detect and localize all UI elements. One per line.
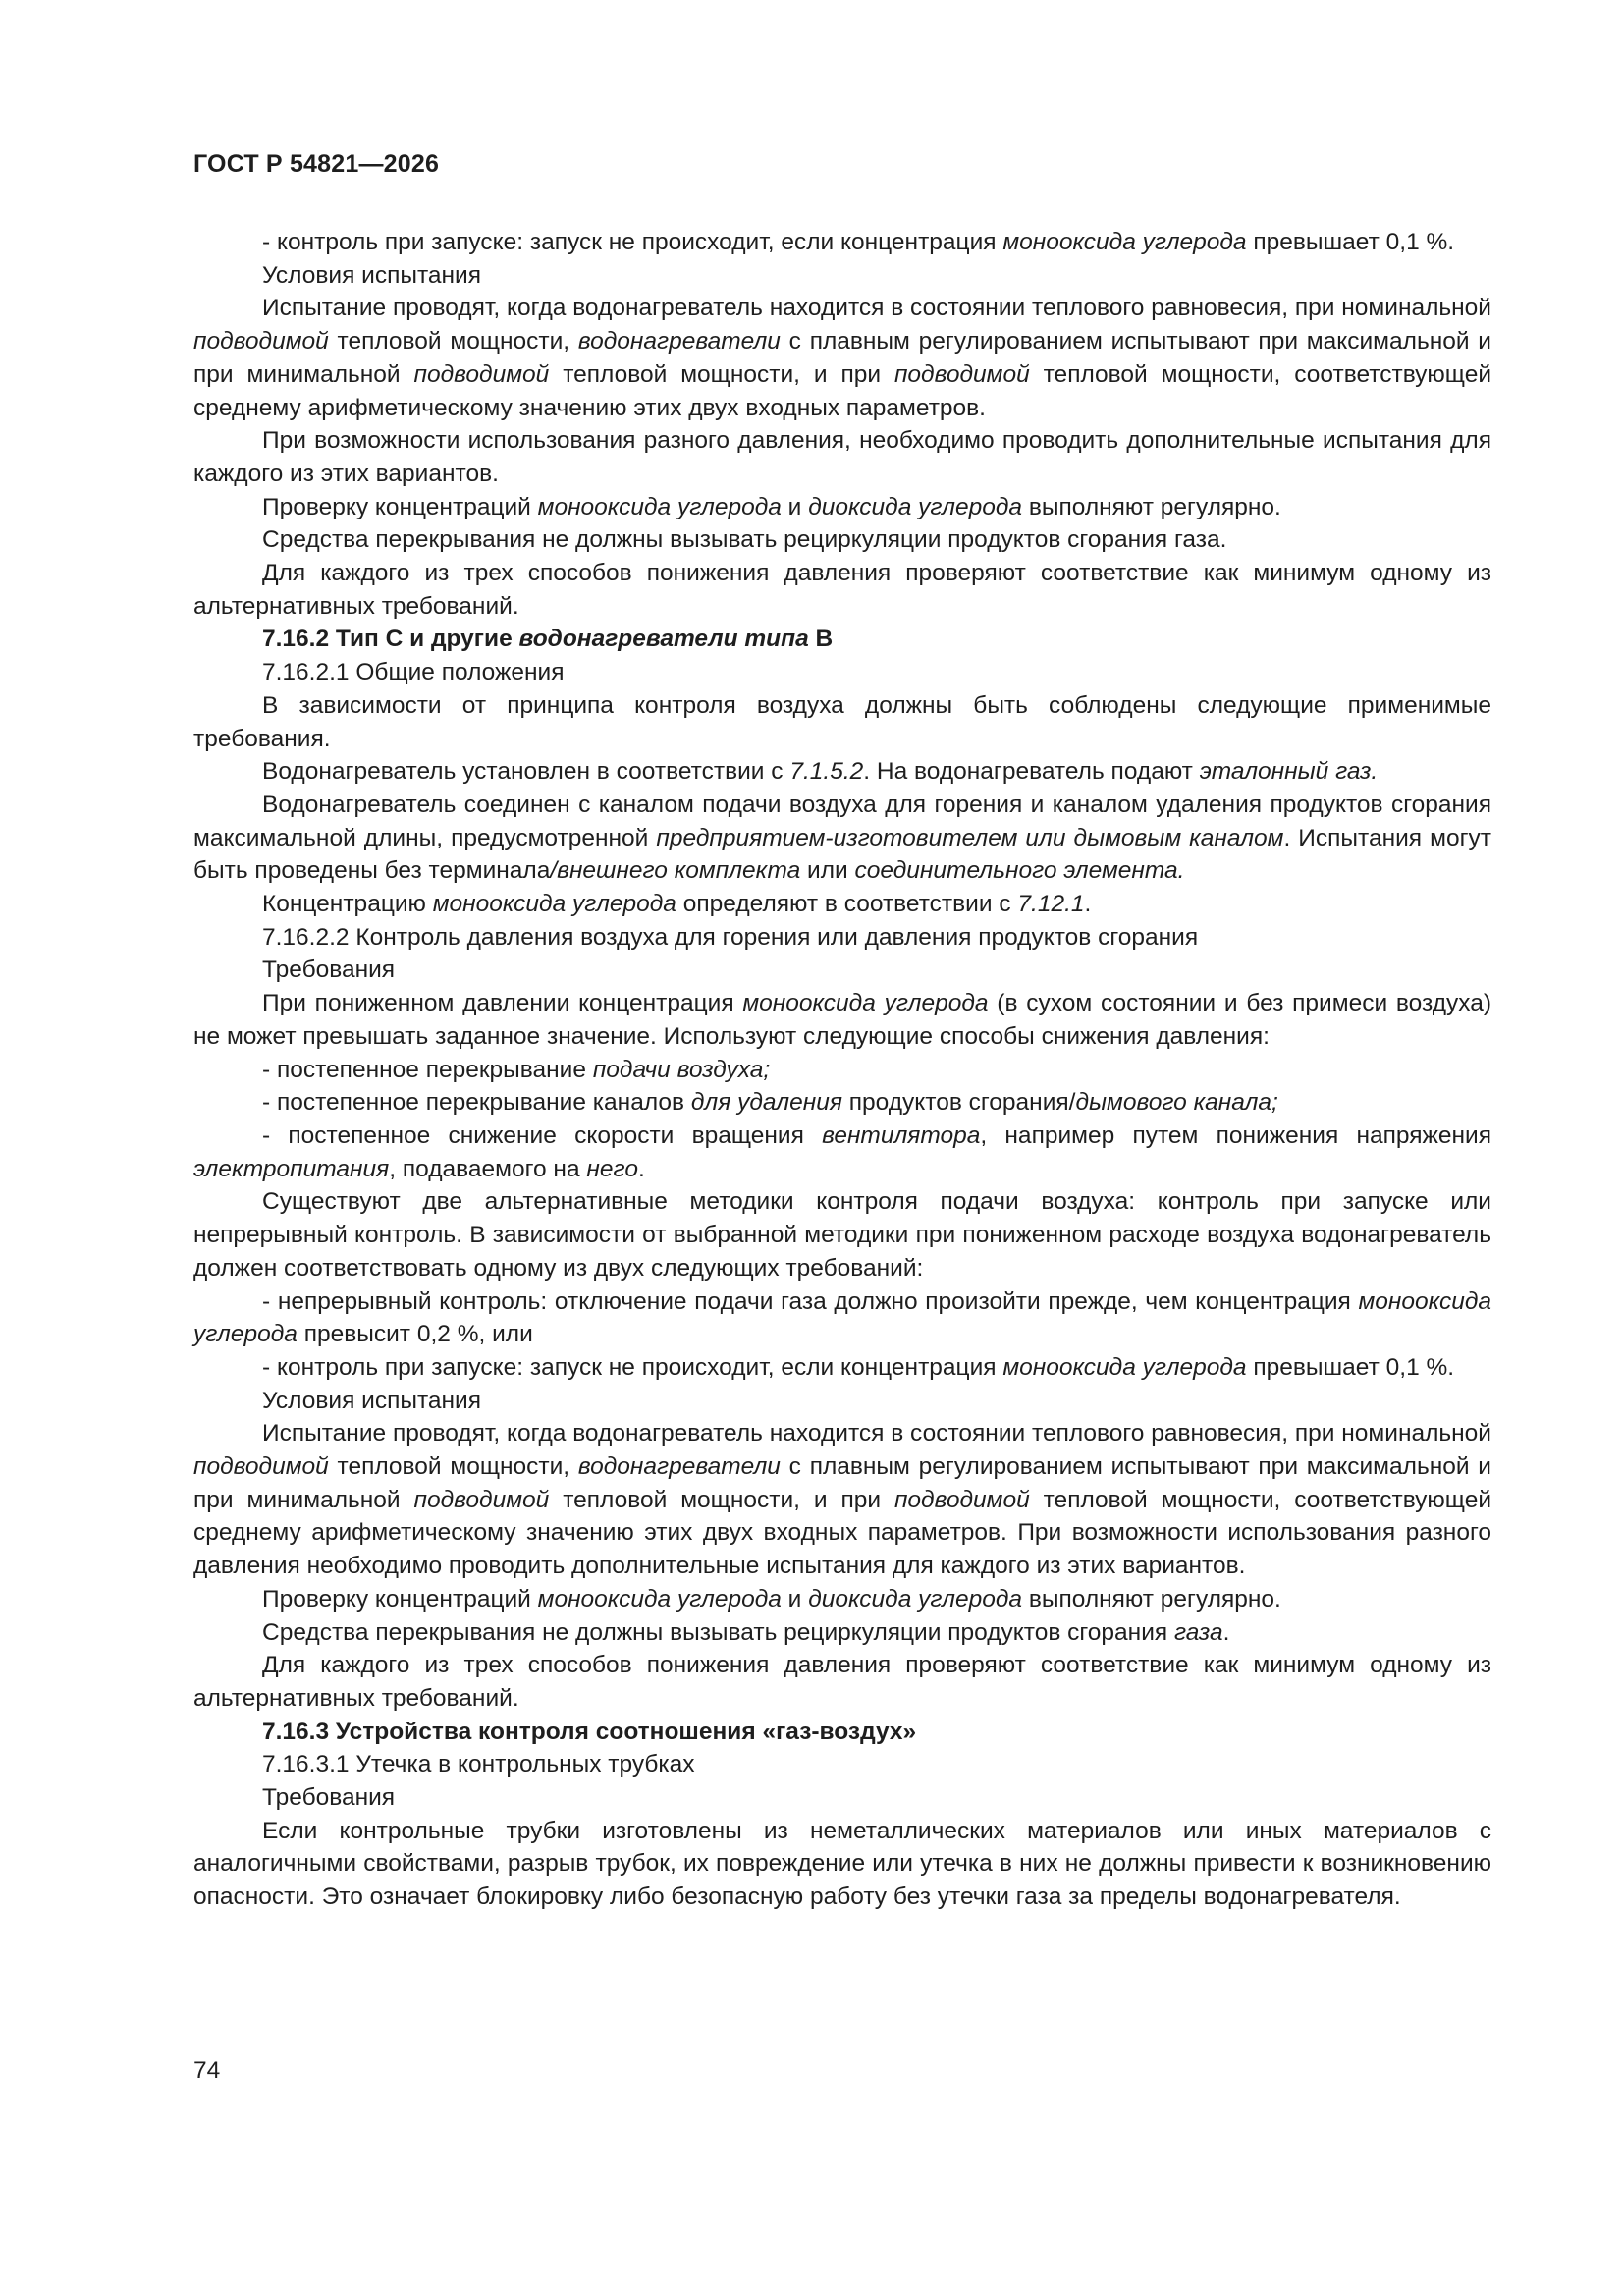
- text-run: (в сухом состоянии и без примеси воздуха) не может превышать заданное значение. Используют следующие способы снижения давления:: [193, 990, 1492, 1050]
- paragraph: [193, 888, 1491, 921]
- text-run: 7.16.3 Устройства контроля соотношения «газ-воздух»: [262, 1718, 917, 1745]
- italic-term: предприятием-изготовителем или дымовым каналом: [656, 824, 1284, 851]
- text-run: Проверку концентраций: [262, 493, 538, 520]
- italic-term: для удаления: [690, 1089, 842, 1117]
- text-run: Концентрацию: [262, 891, 433, 918]
- text-run: В зависимости от принципа контроля воздуха должны быть соблюдены следующие применимые требования.: [193, 691, 1491, 752]
- italic-term: газа: [1173, 1618, 1223, 1646]
- italic-term: диоксида углерода: [808, 493, 1023, 520]
- text-run: 7.16.2.1 Общие положения: [262, 659, 565, 686]
- text-run: 7.16.3.1 Утечка в контрольных трубках: [262, 1751, 695, 1778]
- text-run: Водонагреватель установлен в соответствии с: [262, 758, 790, 786]
- paragraph: [193, 1815, 1491, 1914]
- section-heading: [193, 1716, 1491, 1749]
- paragraph: [193, 954, 1491, 987]
- text-run: Для каждого из трех способов понижения давления проверяют соответствие как минимум одному из альтернативных требований.: [193, 560, 1491, 620]
- text-run: выполняют регулярно.: [1022, 1585, 1281, 1613]
- italic-term: подводимой: [413, 360, 550, 388]
- text-run: - постепенное перекрывание: [262, 1056, 593, 1083]
- text-run: превысит 0,2 %, или: [297, 1321, 533, 1348]
- italic-term: дымового канала;: [1075, 1089, 1278, 1117]
- text-run: Условия испытания: [262, 261, 482, 289]
- paragraph: [193, 226, 1491, 259]
- text-run: тепловой мощности,: [328, 328, 578, 355]
- text-run: - непрерывный контроль: отключение подачи газа должно произойти прежде, чем концентрация: [262, 1287, 1359, 1315]
- paragraph: [193, 523, 1491, 557]
- text-run: тепловой мощности, соответствующей среднему арифметическому значению этих двух входных параметров.: [193, 360, 1492, 421]
- paragraph: [193, 921, 1491, 955]
- italic-term: подводимой: [193, 328, 329, 355]
- italic-term: подачи воздуха;: [592, 1056, 771, 1083]
- text-run: тепловой мощности,: [328, 1453, 578, 1481]
- text-run: определяют в соответствии с: [676, 891, 1018, 918]
- italic-term: вентилятора: [822, 1121, 981, 1149]
- italic-term: монооксида углерода: [1002, 229, 1247, 255]
- text-run: и: [781, 1585, 809, 1613]
- italic-term: соединительного элемента.: [854, 857, 1185, 885]
- italic-term: /внешнего комплекта: [550, 857, 801, 885]
- italic-term: монооксида углерода: [537, 493, 782, 520]
- paragraph: [193, 987, 1491, 1053]
- text-run: и: [781, 493, 809, 520]
- text-run: превышает 0,1 %.: [1246, 229, 1455, 255]
- paragraph: [193, 292, 1491, 424]
- paragraph: [193, 755, 1491, 789]
- italic-term: подводимой: [893, 1486, 1030, 1513]
- text-run: .: [1084, 891, 1092, 918]
- italic-term: подводимой: [413, 1486, 550, 1513]
- document-body: [193, 226, 1491, 1914]
- text-run: тепловой мощности, и при: [549, 1486, 894, 1513]
- text-run: - постепенное перекрывание каналов: [262, 1089, 691, 1117]
- paragraph: [193, 789, 1491, 888]
- text-run: .: [1222, 1618, 1230, 1646]
- text-run: Испытание проводят, когда водонагреватель находится в состоянии теплового равновесия, при номинальной: [262, 295, 1491, 322]
- text-run: тепловой мощности, и при: [549, 360, 894, 388]
- text-run: превышает 0,1 %.: [1246, 1353, 1455, 1381]
- paragraph: [193, 1120, 1491, 1185]
- italic-term: подводимой: [893, 360, 1030, 388]
- paragraph: [193, 1649, 1491, 1715]
- paragraph: [193, 491, 1491, 524]
- text-run: . Испытания могут быть проведены без терминала: [193, 824, 1491, 885]
- text-run: Средства перекрывания не должны вызывать рециркуляции продуктов сгорания: [262, 1618, 1174, 1646]
- section-heading: [193, 623, 1491, 656]
- text-run: Средства перекрывания не должны вызывать рециркуляции продуктов сгорания газа.: [262, 526, 1227, 554]
- text-run: выполняют регулярно.: [1022, 493, 1281, 520]
- paragraph: [193, 1285, 1491, 1351]
- text-run: Водонагреватель соединен с каналом подачи воздуха для горения и каналом удаления продуктов сгорания максимальной длины, предусмотренной: [193, 791, 1491, 851]
- italic-term: монооксида углерода: [742, 990, 989, 1017]
- paragraph: [193, 1185, 1491, 1285]
- text-run: Условия испытания: [262, 1387, 482, 1414]
- paragraph: [193, 557, 1491, 623]
- text-run: с плавным регулированием испытывают при максимальной и при минимальной: [193, 1453, 1491, 1513]
- page-number: 74: [193, 2057, 221, 2084]
- paragraph: [193, 1583, 1491, 1616]
- paragraph: [193, 1748, 1491, 1781]
- text-run: , например путем понижения напряжения: [980, 1121, 1491, 1149]
- paragraph: [193, 1781, 1491, 1815]
- italic-term: водонагреватели: [577, 328, 781, 355]
- text-run: с плавным регулированием испытывают при максимальной и при минимальной: [193, 328, 1491, 388]
- text-run: Требования: [262, 1784, 396, 1812]
- italic-term: 7.12.1: [1017, 891, 1085, 918]
- text-run: Испытание проводят, когда водонагреватель находится в состоянии теплового равновесия, при номинальной: [262, 1420, 1491, 1448]
- italic-term: монооксида углерода: [193, 1287, 1491, 1348]
- italic-term: монооксида углерода: [537, 1585, 782, 1613]
- paragraph: [193, 1054, 1491, 1087]
- italic-term: 7.1.5.2: [789, 758, 864, 786]
- italic-term: водонагреватели типа: [518, 626, 809, 653]
- italic-term: монооксида углерода: [1002, 1353, 1247, 1381]
- paragraph: [193, 1385, 1491, 1418]
- text-run: 7.16.2 Тип С и другие: [262, 626, 519, 653]
- paragraph: [193, 424, 1491, 490]
- italic-term: эталонный газ.: [1199, 758, 1379, 786]
- text-run: В: [808, 626, 834, 653]
- text-run: Проверку концентраций: [262, 1585, 538, 1613]
- italic-term: диоксида углерода: [808, 1585, 1023, 1613]
- text-run: При пониженном давлении концентрация: [262, 990, 743, 1017]
- paragraph: [193, 689, 1491, 755]
- text-run: продуктов сгорания/: [841, 1089, 1076, 1117]
- text-run: Требования: [262, 957, 396, 984]
- paragraph: [193, 1351, 1491, 1385]
- italic-term: подводимой: [193, 1453, 329, 1481]
- text-run: - контроль при запуске: запуск не происходит, если концентрация: [262, 229, 1003, 255]
- italic-term: монооксида углерода: [432, 891, 676, 918]
- text-run: .: [637, 1155, 645, 1182]
- italic-term: водонагреватели: [577, 1453, 781, 1481]
- text-run: , подаваемого на: [389, 1155, 587, 1182]
- text-run: - постепенное снижение скорости вращения: [262, 1121, 823, 1149]
- text-run: тепловой мощности, соответствующей среднему арифметическому значению этих двух входных параметров. При возможности использования разного давления необходимо проводить дополнительные испытания для каждого из этих вариантов.: [193, 1486, 1492, 1580]
- italic-term: электропитания: [193, 1155, 390, 1182]
- text-run: При возможности использования разного давления, необходимо проводить дополнительные испытания для каждого из этих вариантов.: [193, 427, 1491, 487]
- paragraph: [193, 1086, 1491, 1120]
- document-header: ГОСТ Р 54821—2026: [193, 150, 440, 178]
- paragraph: [193, 1616, 1491, 1650]
- italic-term: него: [586, 1155, 638, 1182]
- text-run: Если контрольные трубки изготовлены из неметаллических материалов или иных материалов с аналогичными свойствами, разрыв трубок, их повреждение или утечка в них не должны привести к возникновению опасности. Это означает блокировку либо безопасную работу без утечки газа за пределы водонагревателя.: [193, 1817, 1491, 1911]
- text-run: 7.16.2.2 Контроль давления воздуха для горения или давления продуктов сгорания: [262, 923, 1199, 951]
- paragraph: [193, 656, 1491, 689]
- text-run: Существуют две альтернативные методики контроля подачи воздуха: контроль при запуске или непрерывный контроль. В зависимости от выбранной методики при пониженном расходе воздуха водонагреватель должен соответствовать одному из двух следующих требований:: [193, 1188, 1491, 1282]
- paragraph: [193, 1417, 1491, 1583]
- paragraph: [193, 259, 1491, 293]
- text-run: . На водонагреватель подают: [863, 758, 1200, 786]
- text-run: или: [800, 857, 855, 885]
- text-run: Для каждого из трех способов понижения давления проверяют соответствие как минимум одному из альтернативных требований.: [193, 1652, 1491, 1712]
- text-run: - контроль при запуске: запуск не происходит, если концентрация: [262, 1353, 1003, 1381]
